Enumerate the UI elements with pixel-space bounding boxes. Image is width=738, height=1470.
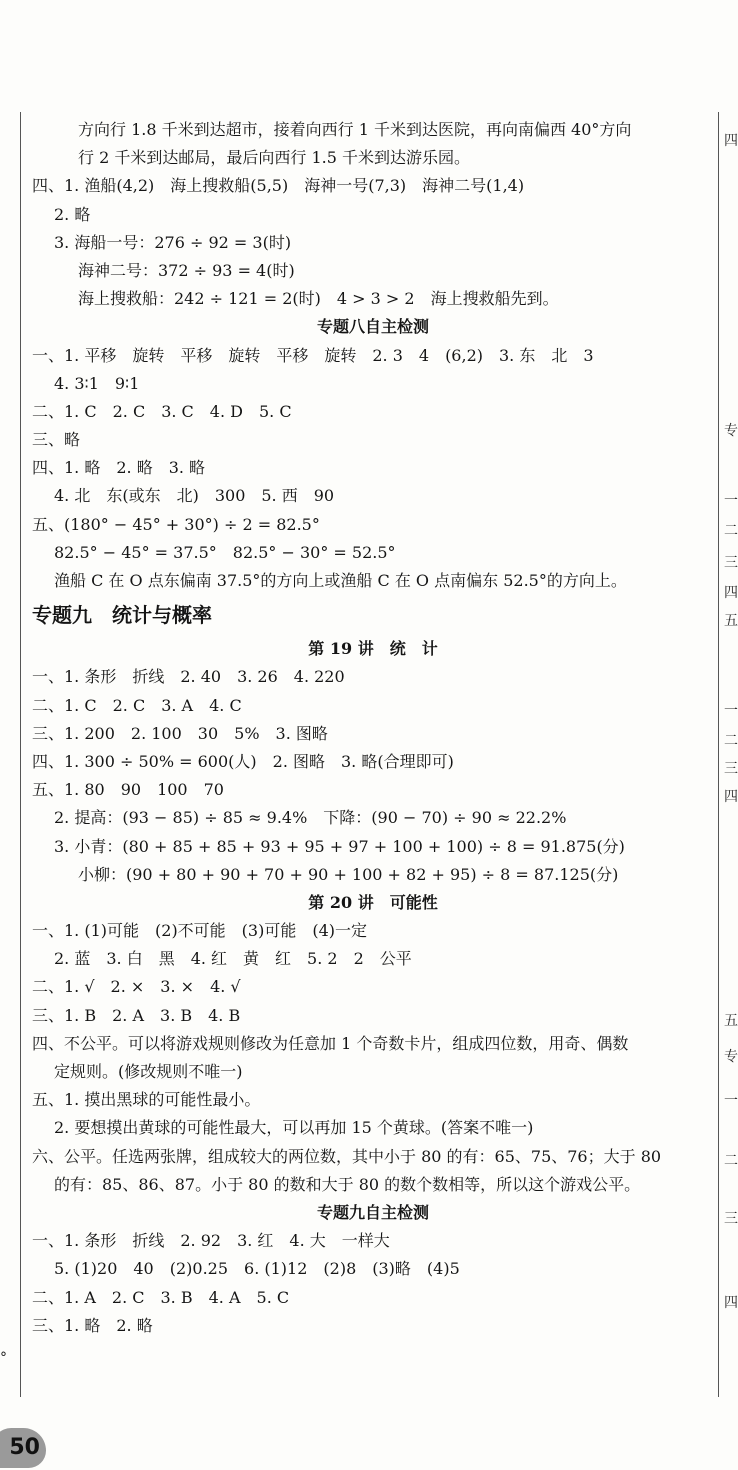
answer-line: 海上搜救船：242 ÷ 121 = 2(时) 4 > 3 > 2 海上搜救船先到。 <box>78 289 559 309</box>
answer-line: 六、公平。任选两张牌，组成较大的两位数，其中小于 80 的有：65、75、76；大于 80 <box>32 1146 662 1166</box>
answer-line: 行 2 千米到达邮局，最后向西行 1.5 千米到达游乐园。 <box>78 148 470 168</box>
answer-column <box>32 116 714 1340</box>
right-edge-fragment: 二 <box>724 733 738 749</box>
answer-line: 4. 3∶1 9∶1 <box>54 373 140 393</box>
answer-line: 海神二号：372 ÷ 93 = 4(时) <box>78 260 295 280</box>
right-edge-fragment: 二 <box>724 1153 738 1169</box>
right-edge-fragment: 五 <box>724 613 738 629</box>
right-edge-fragment: 一 <box>724 703 738 719</box>
answer-line: 3. 海船一号：276 ÷ 92 = 3(时) <box>54 232 292 252</box>
answer-line: 三、1. 200 2. 100 30 5% 3. 图略 <box>32 723 328 743</box>
right-edge-fragment: 二 <box>724 523 738 539</box>
right-edge-fragment: 三 <box>724 1211 738 1227</box>
section-heading: 专题八自主检测 <box>316 317 429 337</box>
answer-line: 一、1. 条形 折线 2. 40 3. 26 4. 220 <box>32 667 345 687</box>
page-number-badge: 50 <box>0 1428 46 1468</box>
right-edge-fragment: 一 <box>724 1093 738 1109</box>
answer-line: 一、1. 条形 折线 2. 92 3. 红 4. 大 一样大 <box>32 1231 390 1251</box>
answer-line: 四、1. 略 2. 略 3. 略 <box>32 458 206 478</box>
section-heading: 专题九自主检测 <box>316 1202 429 1222</box>
section-heading: 专题九 统计与概率 <box>32 603 212 628</box>
right-edge-fragment: 四 <box>724 1295 738 1311</box>
answer-line: 四、1. 300 ÷ 50% = 600(人) 2. 图略 3. 略(合理即可) <box>32 751 454 771</box>
answer-line: 小柳：(90 + 80 + 90 + 70 + 90 + 100 + 82 + 95) ÷ 8 = 87.125(分) <box>78 864 619 884</box>
answer-line: 四、不公平。可以将游戏规则修改为任意加 1 个奇数卡片，组成四位数，用奇、偶数 <box>32 1033 629 1053</box>
answer-line: 一、1. 平移 旋转 平移 旋转 平移 旋转 2. 3 4 (6,2) 3. 东 北 3 <box>32 345 594 365</box>
answer-line: 一、1. (1)可能 (2)不可能 (3)可能 (4)一定 <box>32 921 368 941</box>
answer-line: 二、1. √ 2. × 3. × 4. √ <box>32 977 241 997</box>
right-edge-fragment: 专 <box>724 1049 738 1065</box>
answer-line: 二、1. C 2. C 3. A 4. C <box>32 695 242 715</box>
left-edge-fragment: ° <box>0 1350 7 1366</box>
answer-line: 三、1. B 2. A 3. B 4. B <box>32 1005 241 1025</box>
right-edge-fragment: 三 <box>724 555 738 571</box>
answer-line: 渔船 C 在 O 点东偏南 37.5°的方向上或渔船 C 在 O 点南偏东 52.5°的方向上。 <box>54 571 627 590</box>
answer-line: 三、略 <box>32 430 81 450</box>
right-edge-fragment: 四 <box>724 789 738 805</box>
answer-line: 4. 北 东(或东 北) 300 5. 西 90 <box>54 486 335 506</box>
answer-line: 二、1. A 2. C 3. B 4. A 5. C <box>32 1287 290 1307</box>
answer-line: 五、1. 摸出黑球的可能性最小。 <box>32 1090 261 1110</box>
right-edge-fragment: 五 <box>724 1013 738 1029</box>
answer-line: 2. 略 <box>54 204 91 224</box>
answer-line: 五、(180° − 45° + 30°) ÷ 2 = 82.5° <box>32 514 320 534</box>
answer-line: 定规则。(修改规则不唯一) <box>54 1062 243 1081</box>
right-edge-fragment: 四 <box>724 585 738 601</box>
answer-line: 三、1. 略 2. 略 <box>32 1315 153 1335</box>
answer-line: 5. (1)20 40 (2)0.25 6. (1)12 (2)8 (3)略 (4)5 <box>54 1259 460 1279</box>
answer-line: 3. 小青：(80 + 85 + 85 + 93 + 95 + 97 + 100 + 100) ÷ 8 = 91.875(分) <box>54 836 625 856</box>
answer-line: 五、1. 80 90 100 70 <box>32 780 224 800</box>
answer-line: 82.5° − 45° = 37.5° 82.5° − 30° = 52.5° <box>54 542 396 562</box>
right-edge-fragment: 三 <box>724 761 738 777</box>
right-edge-fragment: 一 <box>724 493 738 509</box>
section-heading: 第 20 讲 可能性 <box>308 892 438 912</box>
column-divider-left <box>20 112 21 1397</box>
right-edge-fragment: 四 <box>724 133 738 149</box>
answer-line: 2. 要想摸出黄球的可能性最大，可以再加 15 个黄球。(答案不唯一) <box>54 1118 534 1138</box>
section-heading: 第 19 讲 统 计 <box>308 639 438 659</box>
answer-line: 二、1. C 2. C 3. C 4. D 5. C <box>32 401 292 421</box>
column-divider-right <box>718 112 719 1397</box>
answer-line: 的有：85、86、87。小于 80 的数和大于 80 的数个数相等，所以这个游戏公平。 <box>54 1174 641 1194</box>
right-edge-fragment: 专 <box>724 423 738 439</box>
answer-line: 2. 提高：(93 − 85) ÷ 85 ≈ 9.4% 下降：(90 − 70) ÷ 90 ≈ 22.2% <box>54 808 567 828</box>
answer-line: 2. 蓝 3. 白 黑 4. 红 黄 红 5. 2 2 公平 <box>54 949 412 969</box>
answer-line: 四、1. 渔船(4,2) 海上搜救船(5,5) 海神一号(7,3) 海神二号(1,4) <box>32 176 525 196</box>
answer-line: 方向行 1.8 千米到达超市，接着向西行 1 千米到达医院，再向南偏西 40°方向 <box>78 120 632 139</box>
